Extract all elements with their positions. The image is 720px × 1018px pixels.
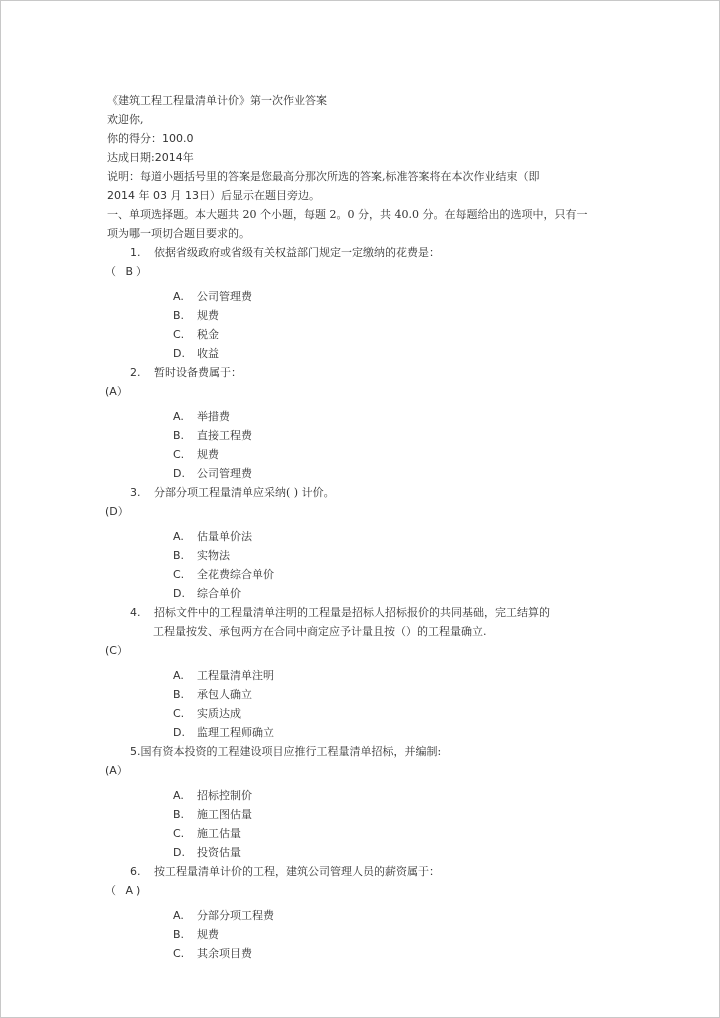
document-content [107,91,607,963]
option-text: 举措费 [197,410,230,423]
option-letter: C. [173,568,185,581]
question-number: 3. [130,486,141,499]
option-text: 实物法 [197,549,230,562]
option-letter: D. [173,846,185,859]
option-text: 规费 [197,448,219,461]
option-text: 施工图估量 [197,808,252,821]
option-letter: B. [173,429,185,442]
option-text: 监理工程师确立 [197,726,274,739]
option-text: 实质达成 [197,707,241,720]
option-text: 税金 [197,328,219,341]
question-3 [107,483,607,502]
option-letter: C. [173,448,185,461]
option-5a [107,786,607,805]
date-line [107,148,607,167]
question-number: 1. [130,246,141,259]
answer-4: (C） [105,644,128,657]
option-text: 其余项目费 [197,947,252,960]
date-value: 2014年 [154,151,194,164]
welcome-text: 欢迎你, [107,113,144,126]
question-4-continued: 工程量按发、承包两方在合同中商定应予计量且按（）的工程量确立. [153,625,487,638]
option-letter: B. [173,549,185,562]
question-text: 暂时设备费属于： [154,366,242,379]
option-6a [107,906,607,925]
question-2 [107,363,607,382]
option-letter: D. [173,467,185,480]
option-letter: A. [173,530,184,543]
answer-2: (A） [105,385,128,398]
option-text: 工程量清单注明 [197,669,274,682]
option-letter: A. [173,909,184,922]
option-text: 收益 [197,347,219,360]
option-letter: A. [173,290,184,303]
score-value: 100.0 [162,132,194,145]
option-text: 直接工程费 [197,429,252,442]
option-letter: B. [173,688,185,701]
option-3d [107,584,607,603]
option-letter: B. [173,808,185,821]
question-text: 按工程量清单计价的工程，建筑公司管理人员的薪资属于： [154,865,440,878]
option-letter: C. [173,328,185,341]
option-5d [107,843,607,862]
option-4c [107,704,607,723]
option-2b [107,426,607,445]
option-2c [107,445,607,464]
option-letter: B. [173,309,185,322]
option-3a [107,527,607,546]
option-6c [107,944,607,963]
option-5b [107,805,607,824]
document-title: 《建筑工程工程量清单计价》第一次作业答案 [107,94,327,107]
option-1a [107,287,607,306]
question-number: 5. [130,745,141,758]
question-4 [107,603,607,622]
question-text: 依据省级政府或省级有关权益部门规定一定缴纳的花费是： [154,246,440,259]
option-letter: C. [173,947,185,960]
answer-1: （ B） [105,265,151,278]
option-text: 施工估量 [197,827,241,840]
note-line-2: 2014 年 03 月 13日）后显示在题目旁边。 [107,189,320,202]
option-2a [107,407,607,426]
answer-6: （ A) [105,884,144,897]
option-text: 招标控制价 [197,789,252,802]
option-text: 综合单价 [197,587,241,600]
question-text: 分部分项工程量清单应采纳( ) 计价。 [154,486,335,499]
score-line [107,129,607,148]
option-6b [107,925,607,944]
option-5c [107,824,607,843]
section-line-2: 项为哪一项切合题目要求的。 [107,227,250,240]
question-5 [107,742,607,761]
option-letter: D. [173,726,185,739]
option-1d [107,344,607,363]
option-letter: B. [173,928,185,941]
question-number: 6. [130,865,141,878]
option-text: 规费 [197,309,219,322]
option-4d [107,723,607,742]
option-letter: C. [173,707,185,720]
option-text: 公司管理费 [197,290,252,303]
option-letter: A. [173,410,184,423]
option-1b [107,306,607,325]
option-1c [107,325,607,344]
option-4a [107,666,607,685]
section-line-1: 一、单项选择题。本大题共 20 个小题，每题 2。0 分，共 40.0 分。在每题给出的选项中，只有一 [107,208,588,221]
date-label: 达成日期: [107,151,155,164]
question-6 [107,862,607,881]
option-letter: D. [173,587,185,600]
question-text: 招标文件中的工程量清单注明的工程量是招标人招标报价的共同基础，完工结算的 [154,606,550,619]
note-line-1: 说明：每道小题括号里的答案是您最高分那次所选的答案,标准答案将在本次作业结束（即 [107,170,540,183]
answer-5: (A） [105,764,128,777]
option-text: 公司管理费 [197,467,252,480]
score-label: 你的得分： [107,132,162,145]
option-letter: A. [173,789,184,802]
option-3c [107,565,607,584]
option-text: 估量单价法 [197,530,252,543]
option-letter: D. [173,347,185,360]
question-text: 国有资本投资的工程建设项目应推行工程量清单招标，并编制: [140,745,442,758]
question-1 [107,243,607,262]
option-text: 投资估量 [197,846,241,859]
answer-3: (D） [105,505,129,518]
option-text: 规费 [197,928,219,941]
option-text: 分部分项工程费 [197,909,274,922]
option-4b [107,685,607,704]
question-number: 4. [130,606,141,619]
option-text: 承包人确立 [197,688,252,701]
question-number: 2. [130,366,141,379]
option-3b [107,546,607,565]
option-letter: C. [173,827,185,840]
option-text: 全花费综合单价 [197,568,274,581]
option-letter: A. [173,669,184,682]
option-2d [107,464,607,483]
